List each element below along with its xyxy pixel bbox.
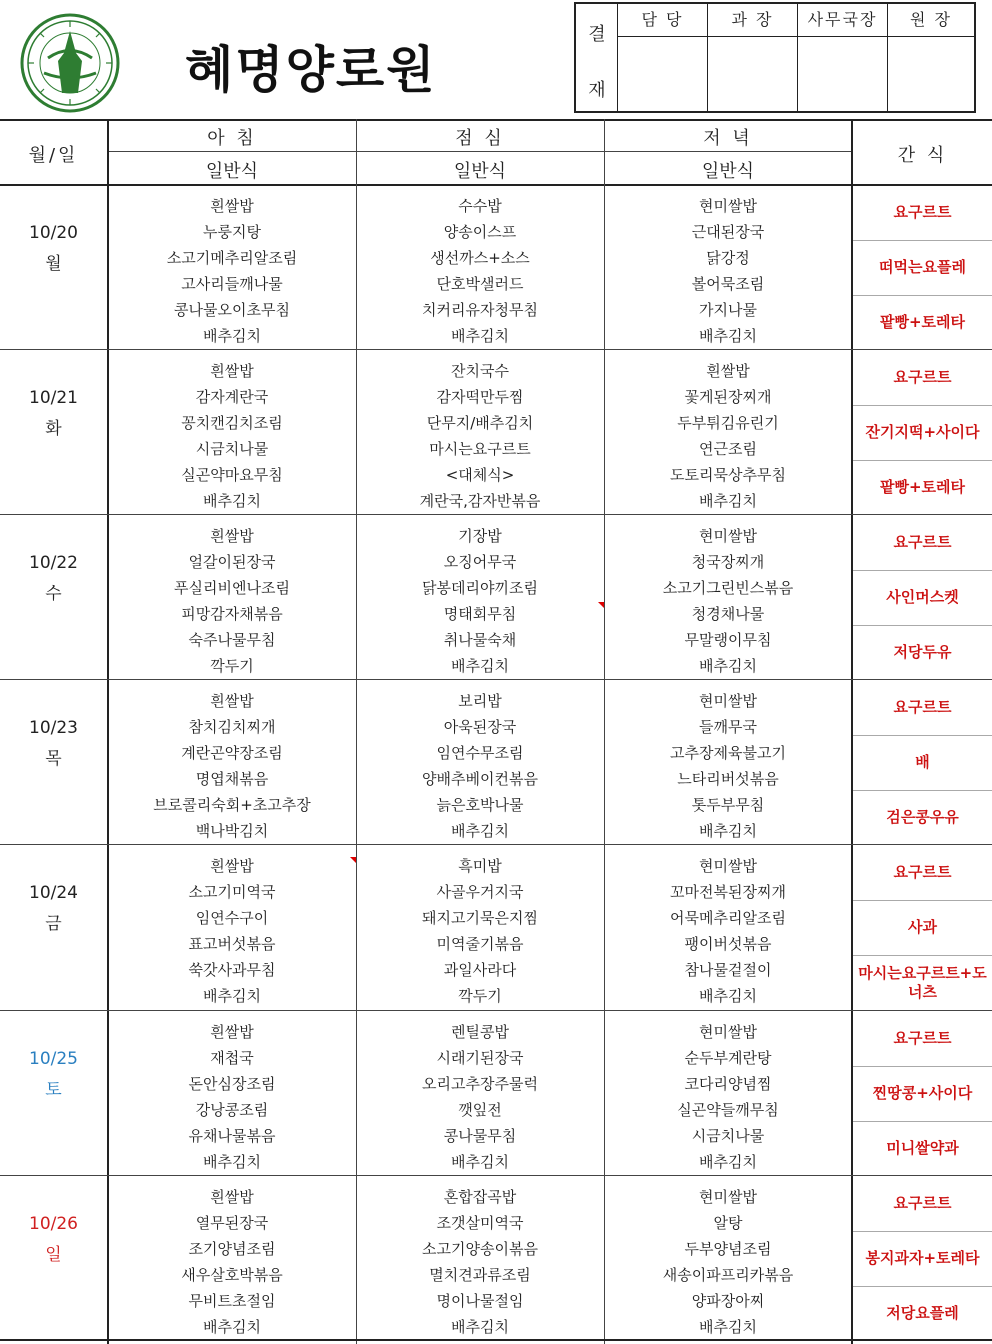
col-dinner-header: 저 녁 (703, 128, 753, 149)
col-date-header: 월/일 (28, 145, 79, 166)
dinner-item: 가지나물 (699, 301, 757, 319)
snack-item: 요구르트 (893, 1193, 952, 1212)
row-divider (0, 1010, 992, 1011)
lunch-item: 양배추베이컨볶음 (422, 770, 538, 789)
dinner-item: 근대된장국 (691, 223, 765, 241)
dinner-item: 실곤약들깨무침 (677, 1100, 779, 1119)
breakfast-type: 일반식 (205, 161, 259, 182)
row-divider (0, 514, 992, 515)
breakfast-item: 꽁치캔김치조림 (181, 414, 283, 433)
breakfast-item: 깍두기 (210, 657, 254, 676)
snack-item: 요구르트 (893, 203, 952, 222)
snack-item: 저당요플레 (886, 1303, 959, 1322)
lunch-item: 취나물숙채 (443, 631, 517, 650)
dinner-item: 배추김치 (699, 327, 757, 345)
col-breakfast-header: 아 침 (207, 128, 257, 149)
breakfast-item: 유채나물볶음 (188, 1126, 276, 1145)
dinner-item: 양파장아찌 (691, 1291, 765, 1310)
dinner-item: 현미쌀밥 (699, 857, 757, 876)
dinner-item: 소고기그린빈스볶음 (662, 579, 794, 598)
lunch-item: 단호박샐러드 (436, 275, 524, 293)
lunch-item: 콩나물무침 (443, 1126, 517, 1145)
dinner-item: 들깨무국 (699, 718, 757, 737)
breakfast-item: 흰쌀밥 (210, 1187, 254, 1206)
lunch-item: 렌틸콩밥 (451, 1022, 509, 1041)
breakfast-item: 배추김치 (203, 1317, 261, 1336)
snack-divider (853, 405, 992, 406)
approval-cell-manager[interactable] (708, 4, 798, 111)
snack-item: 요구르트 (893, 698, 952, 717)
col-lunch-header: 점 심 (455, 128, 505, 149)
table-top-border (0, 119, 992, 121)
row-divider (0, 1175, 992, 1176)
dinner-item: 닭강정 (706, 249, 750, 267)
snack-divider (853, 955, 992, 956)
dinner-item: 청국장찌개 (691, 553, 765, 572)
breakfast-item: 표고버섯볶음 (188, 935, 276, 954)
snack-item: 팥빵+토레타 (879, 313, 966, 332)
snack-divider (853, 295, 992, 296)
lunch-item: 수수밥 (458, 197, 502, 215)
approval-cell-staff[interactable] (618, 4, 708, 111)
approval-cell-secretary[interactable] (798, 4, 888, 111)
row-divider (0, 844, 992, 845)
lunch-item: 배추김치 (451, 327, 509, 345)
snack-item: 요구르트 (893, 368, 952, 387)
lunch-item: 조갯살미역국 (436, 1213, 524, 1232)
lunch-item: 배추김치 (451, 657, 509, 676)
dinner-item: 참나물겉절이 (684, 961, 772, 980)
day-of-week: 목 (45, 749, 62, 770)
lunch-item: 늙은호박나물 (436, 796, 524, 815)
breakfast-item: 강낭콩조림 (195, 1100, 269, 1119)
snack-item: 검은콩우유 (886, 808, 959, 827)
dinner-item: 볼어묵조림 (691, 275, 765, 293)
dinner-item: 코다리양념찜 (684, 1074, 772, 1093)
page-title: 혜명양로원 (185, 41, 437, 99)
day-of-week: 화 (45, 419, 62, 440)
breakfast-item: 참치김치찌개 (188, 718, 276, 737)
dinner-item: 새송이파프리카볶음 (662, 1265, 794, 1284)
breakfast-item: 감자계란국 (195, 388, 269, 407)
lunch-item: 닭봉데리야끼조림 (422, 579, 538, 598)
dinner-item: 알탕 (713, 1213, 743, 1232)
dinner-item: 현미쌀밥 (699, 1187, 757, 1206)
snack-item: 찐땅콩+사이다 (872, 1083, 973, 1102)
meal-table (0, 119, 992, 1344)
day-date: 10/26 (29, 1213, 78, 1234)
snack-divider (853, 790, 992, 791)
dinner-item: 연근조림 (699, 440, 757, 459)
breakfast-item: 흰쌀밥 (210, 857, 254, 876)
dinner-item: 청경채나물 (691, 605, 765, 624)
lunch-item: 깻잎전 (458, 1100, 502, 1119)
breakfast-item: 흰쌀밥 (210, 362, 254, 381)
lunch-item: 기장밥 (458, 527, 502, 546)
lunch-item: 과일사라다 (443, 961, 517, 980)
breakfast-item: 브로콜리숙회+초고추장 (153, 796, 311, 815)
breakfast-item: 배추김치 (203, 1152, 261, 1171)
lunch-item: 깍두기 (458, 987, 502, 1006)
snack-divider (853, 735, 992, 736)
day-date: 10/25 (29, 1048, 78, 1069)
dinner-item: 어묵메추리알조림 (670, 909, 786, 928)
dinner-item: 배추김치 (699, 657, 757, 676)
day-of-week: 금 (45, 914, 62, 935)
dinner-item: 두부튀김유린기 (677, 414, 779, 433)
dinner-item: 현미쌀밥 (699, 692, 757, 711)
breakfast-item: 재첩국 (210, 1048, 254, 1067)
breakfast-item: 소고기미역국 (188, 883, 276, 902)
emblem-logo (20, 13, 120, 113)
lunch-item: 사골우거지국 (436, 883, 524, 902)
snack-divider (853, 1231, 992, 1232)
dinner-item: 배추김치 (699, 492, 757, 511)
day-date: 10/20 (29, 223, 78, 243)
lunch-item: 배추김치 (451, 1152, 509, 1171)
breakfast-item: 흰쌀밥 (210, 197, 254, 215)
breakfast-item: 숙주나물무침 (188, 631, 276, 650)
breakfast-item: 새우살호박볶음 (181, 1265, 283, 1284)
breakfast-item: 임연수구이 (195, 909, 269, 928)
dinner-item: 느타리버섯볶음 (677, 770, 779, 789)
dinner-item: 흰쌀밥 (706, 362, 750, 381)
snack-item: 요구르트 (893, 863, 952, 882)
breakfast-item: 쑥갓사과무침 (188, 961, 276, 980)
breakfast-item: 고사리들깨나물 (181, 275, 283, 293)
breakfast-item: 흰쌀밥 (210, 527, 254, 546)
lunch-item: 잔치국수 (451, 362, 509, 381)
lunch-item: 시래기된장국 (436, 1048, 524, 1067)
lunch-item: 보리밥 (458, 692, 502, 711)
snack-divider (853, 240, 992, 241)
dinner-item: 톳두부무침 (691, 796, 765, 815)
dinner-item: 순두부계란탕 (684, 1048, 772, 1067)
lunch-item: 단무지/배추김치 (426, 414, 534, 433)
dinner-item: 현미쌀밥 (699, 1022, 757, 1041)
breakfast-item: 무비트초절임 (188, 1291, 276, 1310)
row-divider (0, 349, 992, 350)
lunch-item: 오징어무국 (443, 553, 517, 572)
lunch-item: 아욱된장국 (443, 718, 517, 737)
lunch-item: 배추김치 (451, 1317, 509, 1336)
row-divider (0, 679, 992, 680)
snack-divider (853, 570, 992, 571)
lunch-item: 감자떡만두찜 (436, 388, 524, 407)
dinner-item: 현미쌀밥 (699, 527, 757, 546)
approval-label-bottom: 재 (588, 80, 606, 101)
dinner-item: 배추김치 (699, 1152, 757, 1171)
lunch-type: 일반식 (453, 161, 507, 182)
lunch-item: 명이나물절임 (436, 1291, 524, 1310)
approval-label (576, 4, 618, 111)
breakfast-item: 얼갈이된장국 (188, 553, 276, 572)
breakfast-item: 흰쌀밥 (210, 692, 254, 711)
snack-item: 잔기지떡+사이다 (865, 423, 980, 442)
lunch-item: 양송이스프 (443, 223, 517, 241)
approval-box (574, 2, 976, 113)
day-date: 10/23 (29, 718, 78, 739)
snack-item: 사과 (908, 918, 937, 937)
col-snack-header: 간 식 (897, 145, 948, 166)
approval-header: 담 당 (618, 4, 707, 37)
snack-item: 마시는요구르트+도너츠 (858, 963, 987, 1001)
snack-item: 배 (915, 753, 930, 772)
approval-header: 과 장 (708, 4, 797, 37)
breakfast-item: 푸실리비엔나조림 (174, 579, 290, 598)
dinner-item: 배추김치 (699, 987, 757, 1006)
breakfast-item: 백나박김치 (195, 822, 269, 841)
approval-header: 원 장 (888, 4, 974, 37)
lunch-item: 멸치견과류조림 (429, 1265, 531, 1284)
breakfast-item: 누룽지탕 (203, 223, 261, 241)
lunch-item: 흑미밥 (458, 857, 502, 876)
breakfast-item: 명엽채볶음 (195, 770, 269, 789)
approval-header: 사무국장 (798, 4, 887, 37)
lunch-item: 오리고추장주물럭 (422, 1074, 538, 1093)
dinner-item: 무말랭이무침 (684, 631, 772, 650)
day-date: 10/22 (29, 553, 78, 574)
breakfast-item: 콩나물오이초무침 (174, 301, 290, 319)
dinner-item: 도토리묵상추무침 (670, 466, 786, 485)
day-date: 10/21 (29, 388, 78, 409)
dinner-item: 시금치나물 (691, 1126, 765, 1145)
breakfast-item: 열무된장국 (195, 1213, 269, 1232)
breakfast-item: 돈안심장조림 (188, 1074, 276, 1093)
breakfast-item: 실곤약마요무침 (181, 466, 283, 485)
approval-cell-director[interactable] (888, 4, 974, 111)
breakfast-item: 계란곤약장조림 (181, 744, 283, 763)
table-bottom-border (0, 1339, 992, 1341)
day-of-week: 월 (45, 254, 62, 274)
day-of-week: 일 (45, 1244, 62, 1265)
lunch-item: 혼합잡곡밥 (443, 1187, 517, 1206)
snack-item: 팥빵+토레타 (879, 478, 966, 497)
approval-label-top: 결 (588, 24, 606, 45)
day-of-week: 토 (45, 1079, 62, 1100)
lunch-item: 돼지고기묵은지찜 (422, 909, 538, 928)
lunch-item: 임연수무조림 (436, 744, 524, 763)
dinner-item: 고추장제육불고기 (670, 744, 786, 763)
lunch-item: <대체식> (445, 466, 515, 485)
snack-item: 봉지과자+토레타 (865, 1248, 980, 1267)
lunch-item: 마시는요구르트 (429, 440, 531, 459)
dinner-type: 일반식 (701, 161, 755, 182)
day-date: 10/24 (29, 883, 78, 904)
snack-item: 떠먹는요플레 (879, 258, 966, 277)
snack-item: 사인머스켓 (886, 588, 959, 607)
lunch-item: 미역줄기볶음 (436, 935, 524, 954)
dinner-item: 배추김치 (699, 1317, 757, 1336)
breakfast-item: 흰쌀밥 (210, 1022, 254, 1041)
snack-divider (853, 900, 992, 901)
breakfast-item: 배추김치 (203, 327, 261, 345)
lunch-item: 생선까스+소스 (430, 249, 530, 267)
breakfast-item: 배추김치 (203, 987, 261, 1006)
snack-divider (853, 625, 992, 626)
snack-divider (853, 460, 992, 461)
header-divider (108, 151, 852, 152)
dinner-item: 꽃게된장찌개 (684, 388, 772, 407)
header-bottom-border (0, 184, 992, 186)
breakfast-item: 시금치나물 (195, 440, 269, 459)
dinner-item: 두부양념조림 (684, 1239, 772, 1258)
snack-divider (853, 1121, 992, 1122)
dinner-item: 현미쌀밥 (699, 197, 757, 215)
breakfast-item: 배추김치 (203, 492, 261, 511)
lunch-item: 소고기양송이볶음 (422, 1239, 538, 1258)
lunch-item: 계란국,감자반볶음 (419, 492, 541, 511)
breakfast-item: 조기양념조림 (188, 1239, 276, 1258)
lunch-item: 치커리유자청무침 (422, 301, 538, 319)
lunch-item: 명태회무침 (443, 605, 517, 624)
breakfast-item: 소고기메추리알조림 (166, 249, 298, 267)
dinner-item: 꼬마전복된장찌개 (670, 883, 786, 902)
snack-item: 저당두유 (893, 643, 952, 662)
snack-item: 요구르트 (893, 533, 952, 552)
snack-item: 요구르트 (893, 1028, 952, 1047)
dinner-item: 팽이버섯볶음 (684, 935, 772, 954)
day-of-week: 수 (45, 584, 62, 605)
snack-divider (853, 1286, 992, 1287)
breakfast-item: 피망감자채볶음 (181, 605, 283, 624)
dinner-item: 배추김치 (699, 822, 757, 841)
lunch-item: 배추김치 (451, 822, 509, 841)
snack-item: 미니쌀약과 (886, 1138, 959, 1157)
snack-divider (853, 1066, 992, 1067)
